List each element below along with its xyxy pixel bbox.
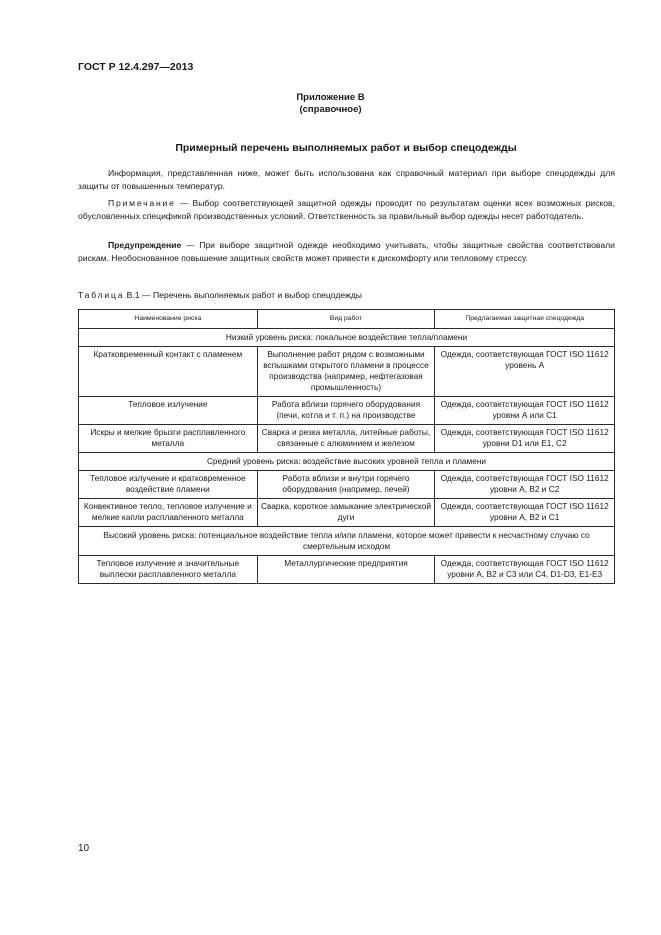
risk-cell: Кратковременный контакт с пламенем xyxy=(79,347,258,397)
table-row xyxy=(79,397,615,425)
work-cell: Сварка и резка металла, литейные работы, связанные с алюминием и железом xyxy=(257,425,435,453)
table-header-row xyxy=(79,310,615,329)
work-cell: Выполнение работ рядом с возможными вспышками открытого пламени в процессе производства (например, нефтегазовая промышленность) xyxy=(257,347,435,397)
risk-cell: Искры и мелкие брызги расплавленного металла xyxy=(79,425,258,453)
clothing-cell: Одежда, соответствующая ГОСТ ISO 11612 уровни А, В2 и С2 xyxy=(435,471,615,499)
document-number: ГОСТ Р 12.4.297—2013 xyxy=(78,61,194,73)
work-cell: Сварка, короткое замыкание электрической дуги xyxy=(257,499,435,527)
header-clothing: Предлагаемая защитная спецодежда xyxy=(435,310,615,329)
note-paragraph xyxy=(78,197,615,222)
note-text: — Выбор соответствующей защитной одежды проводят по результатам оценки всех возможных рисков, обусловленных спецификой производственных условий. Ответственность за правильный выбор одежды несет работодатель. xyxy=(78,198,615,221)
table-row xyxy=(79,556,615,584)
appendix-subtitle: (справочное) xyxy=(299,104,362,115)
group-row-low xyxy=(79,329,615,347)
intro-paragraph: Информация, представленная ниже, может быть использована как справочный материал при выборе спецодежды для защиты от повышенных температур. xyxy=(78,168,615,191)
note-label: Примечание xyxy=(108,198,176,208)
table-row xyxy=(79,499,615,527)
table-row xyxy=(79,471,615,499)
page-number: 10 xyxy=(78,843,90,854)
group-row-medium xyxy=(79,453,615,471)
clothing-cell: Одежда, соответствующая ГОСТ ISO 11612 уровни А, В2 и С1 xyxy=(435,499,615,527)
risk-cell: Конвективное тепло, тепловое излучение и мелкие капли расплавленного металла xyxy=(79,499,258,527)
work-cell: Работа вблизи и внутри горячего оборудования (например, печей) xyxy=(257,471,435,499)
group-low-label: Низкий уровень риска: локальное воздействие тепла/пламени xyxy=(79,329,615,347)
table-caption-text: В.1 — Перечень выполняемых работ и выбор спецодежды xyxy=(124,290,362,300)
header-risk: Наименование риска xyxy=(79,310,258,329)
table-row xyxy=(79,425,615,453)
warning-text: — При выборе защитной одежде необходимо учитывать, чтобы защитные свойства соответствовали рискам. Необоснованное повышение защитных свойств может привести к дискомфорту или тепловому стрессу. xyxy=(78,240,615,263)
risk-cell: Тепловое излучение xyxy=(79,397,258,425)
clothing-cell: Одежда, соответствующая ГОСТ ISO 11612 уровни А, В2 и С3 или С4, D1-D3, E1-E3 xyxy=(435,556,615,584)
appendix-title: Приложение В xyxy=(296,92,365,103)
work-clothing-table xyxy=(78,309,615,584)
clothing-cell: Одежда, соответствующая ГОСТ ISO 11612 уровни D1 или E1, C2 xyxy=(435,425,615,453)
work-cell: Работа вблизи горячего оборудования (печи, котла и т. п.) на производстве xyxy=(257,397,435,425)
table-caption-label: Таблица xyxy=(78,290,125,300)
warning-paragraph xyxy=(78,239,615,264)
clothing-cell: Одежда, соответствующая ГОСТ ISO 11612 уровень А xyxy=(435,347,615,397)
table-row xyxy=(79,347,615,397)
clothing-cell: Одежда, соответствующая ГОСТ ISO 11612 уровни А или С1 xyxy=(435,397,615,425)
warning-label: Предупреждение xyxy=(108,240,182,250)
group-medium-label: Средний уровень риска: воздействие высоких уровней тепла и пламени xyxy=(79,453,615,471)
group-high-label: Высокий уровень риска: потенциальное воздействие тепла и/или пламени, которое может привести к несчастному случаю со смертельным исходом xyxy=(79,527,615,556)
risk-cell: Тепловое излучение и кратковременное воздействие пламени xyxy=(79,471,258,499)
table-caption xyxy=(78,290,362,300)
risk-cell: Тепловое излучение и значительные выплески расплавленного металла xyxy=(79,556,258,584)
group-row-high xyxy=(79,527,615,556)
section-title: Примерный перечень выполняемых работ и выбор спецодежды xyxy=(175,142,517,154)
header-work: Вид работ xyxy=(257,310,435,329)
work-cell: Металлургические предприятия xyxy=(257,556,435,584)
